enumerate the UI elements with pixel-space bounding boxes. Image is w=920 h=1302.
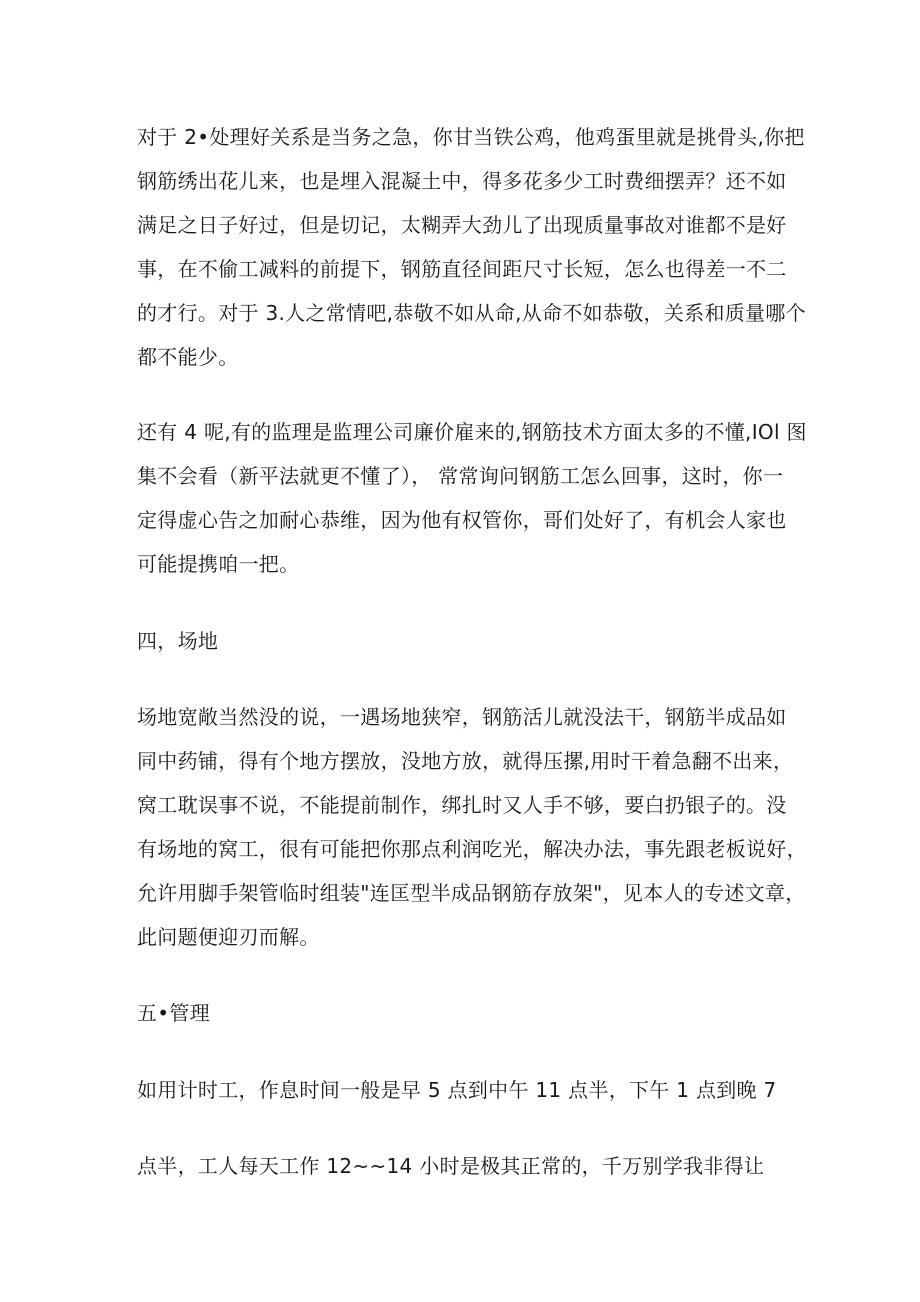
text-line: 有场地的窝工，很有可能把你那点利润吃光，解决办法，事先跟老板说好， [137,837,807,861]
text-line: 允许用脚手架管临时组装"连匡型半成品钢筋存放架"，见本人的专述文章， [137,881,806,905]
text-line: 点半，工人每天工作 12~~14 小时是极其正常的，千万别学我非得让 [137,1154,765,1178]
text-line: 此问题便迎刃而解。 [137,925,320,949]
text-line: 事，在不偷工减料的前提下，钢筋直径间距尺寸长短，怎么也得差一不二 [137,257,787,281]
text-line: 定得虚心告之加耐心恭维，因为他有权管你，哥们处好了，有机会人家也 [137,508,787,532]
text-line: 场地宽敞当然没的说，一遇场地狭窄，钢筋活儿就没法干，钢筋半成品如 [137,705,787,729]
section-heading-site: 四，场地 [137,629,219,653]
text-line: 都不能少。 [137,345,239,369]
text-line: 窝工耽误事不说，不能提前制作，绑扎时又人手不够，要白扔银子的。没 [137,793,787,817]
text-line: 如用计时工，作息时间一般是早 5 点到中午 11 点半，下午 1 点到晚 7 [137,1078,777,1102]
text-line: 可能提携咱一把。 [137,552,300,576]
text-line: 的才行。对于 3.人之常情吧,恭敬不如从命,从命不如恭敬，关系和质量哪个 [137,301,806,325]
section-heading-management: 五•管理 [137,1001,210,1025]
text-line: 同中药铺，得有个地方摆放，没地方放，就得压摞,用时干着急翻不出来， [137,749,794,773]
text-line: 满足之日子好过，但是切记，太糊弄大劲儿了出现质量事故对谁都不是好 [137,213,787,237]
text-line: 对于 2•处理好关系是当务之急，你甘当铁公鸡，他鸡蛋里就是挑骨头,你把 [137,125,805,149]
text-line: 还有 4 呢,有的监理是监理公司廉价雇来的,钢筋技术方面太多的不懂,IOl 图 [137,420,807,444]
text-line: 钢筋绣出花儿来，也是埋入混凝土中，得多花多少工时费细摆弄？还不如 [137,169,787,193]
text-line: 集不会看（新平法就更不懂了）， 常常询问钢筋工怎么回事，这时，你一 [137,464,784,488]
